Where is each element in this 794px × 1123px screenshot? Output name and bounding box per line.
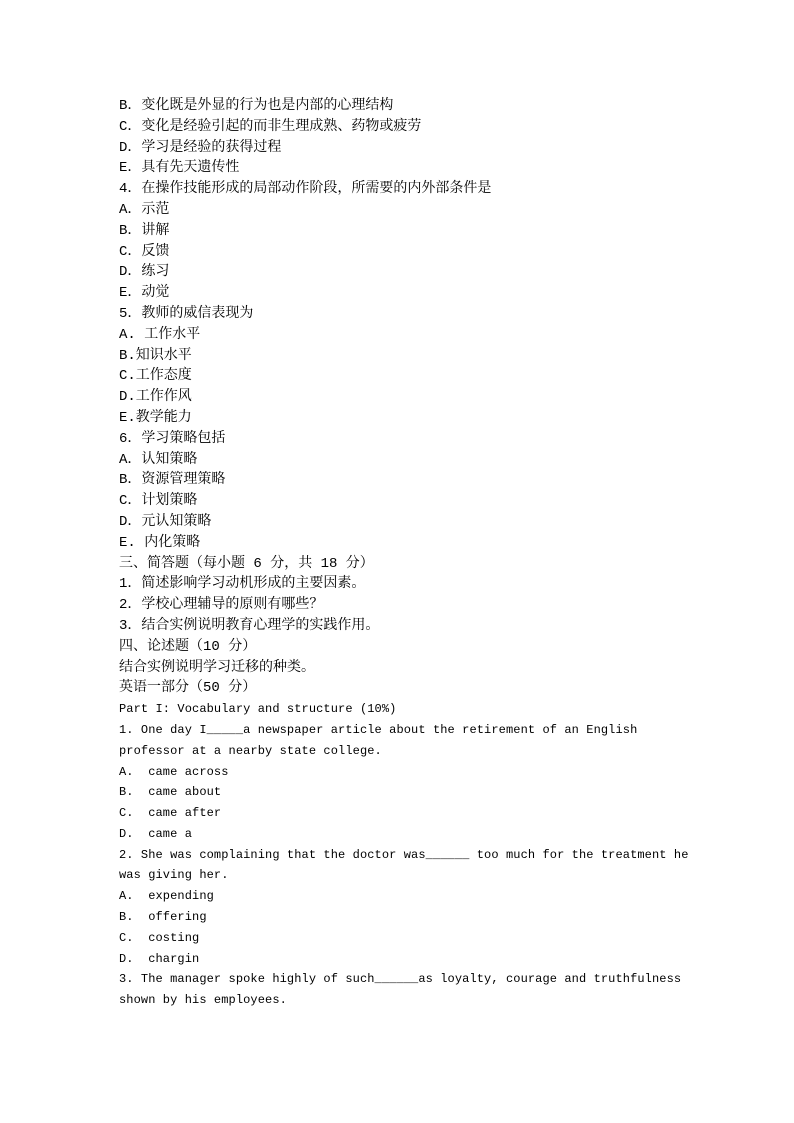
text-line: 2. She was complaining that the doctor was______ too much for the treatment he (119, 847, 689, 862)
text-line: B. offering (119, 910, 207, 925)
english-section (119, 699, 689, 1011)
text-line: 三、简答题（每小题 6 分，共 18 分） (119, 555, 374, 572)
text-line: professor at a nearby state college. (119, 743, 382, 758)
text-line: C.工作态度 (119, 368, 192, 385)
document-page (119, 96, 689, 1011)
text-line: 2．学校心理辅导的原则有哪些？ (119, 597, 324, 614)
text-line: B．资源管理策略 (119, 472, 226, 489)
chinese-section (119, 96, 679, 699)
text-line: B．变化既是外显的行为也是内部的心理结构 (119, 98, 394, 114)
text-line: 3．结合实例说明教育心理学的实践作用。 (119, 617, 380, 634)
text-line: B．讲解 (119, 222, 170, 239)
text-line: A．示范 (119, 201, 170, 218)
text-line: A．认知策略 (119, 451, 198, 468)
text-line: A. came across (119, 764, 229, 779)
text-line: C. came after (119, 806, 222, 821)
text-line: 5．教师的威信表现为 (119, 305, 254, 322)
text-line: shown by his employees. (119, 993, 287, 1008)
text-line: Part I: Vocabulary and structure (10%) (119, 702, 397, 717)
text-line: D. came a (119, 826, 193, 841)
text-line: D.工作作风 (119, 389, 192, 406)
text-line: E．具有先天遗传性 (119, 160, 240, 177)
text-line: A. expending (119, 889, 214, 904)
text-line: 3. The manager spoke highly of such______as loyalty, courage and truthfulness (119, 972, 682, 987)
text-line: B.知识水平 (119, 347, 192, 364)
text-line: B. came about (119, 785, 222, 800)
text-line: 4．在操作技能形成的局部动作阶段，所需要的内外部条件是 (119, 181, 492, 198)
text-line: D．元认知策略 (119, 513, 212, 530)
text-line: C．反馈 (119, 243, 170, 260)
text-line: E. 内化策略 (119, 534, 201, 551)
text-line: D．练习 (119, 264, 170, 281)
text-line: E.教学能力 (119, 409, 192, 426)
text-line: 1．简述影响学习动机形成的主要因素。 (119, 576, 366, 593)
text-line: 四、论述题（10 分） (119, 638, 257, 655)
text-line: 6．学习策略包括 (119, 430, 226, 447)
text-line: C．计划策略 (119, 493, 198, 510)
text-line: 1. One day I_____a newspaper article about the retirement of an English (119, 722, 638, 737)
text-line: C．变化是经验引起的而非生理成熟、药物或疲劳 (119, 118, 422, 135)
text-line: E．动觉 (119, 285, 170, 302)
text-line: D. chargin (119, 951, 200, 966)
text-line: was giving her. (119, 868, 229, 883)
text-line: A. 工作水平 (119, 326, 201, 343)
text-line: 英语一部分（50 分） (119, 680, 257, 697)
text-line: C. costing (119, 930, 200, 945)
text-line: 结合实例说明学习迁移的种类。 (119, 659, 315, 676)
text-line: D．学习是经验的获得过程 (119, 139, 282, 156)
